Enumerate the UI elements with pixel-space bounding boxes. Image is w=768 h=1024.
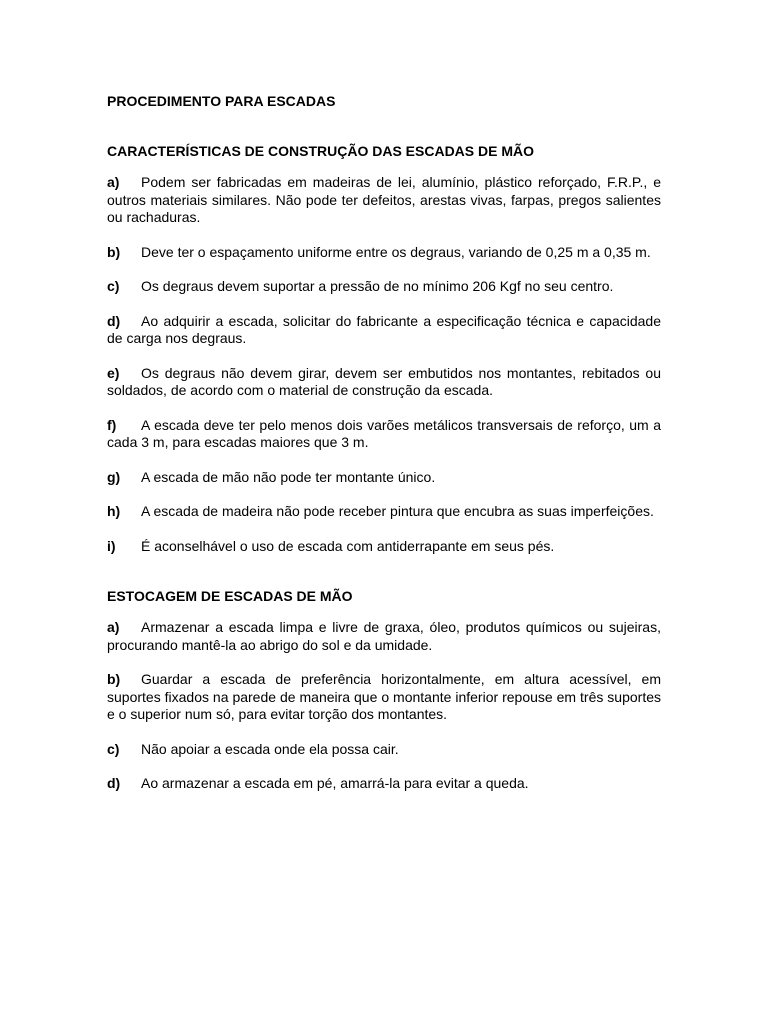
list-item	[107, 174, 661, 227]
item-text: Ao armazenar a escada em pé, amarrá-la para evitar a queda.	[141, 775, 529, 791]
item-text: Armazenar a escada limpa e livre de graxa, óleo, produtos químicos ou sujeiras, procurando mantê-la ao abrigo do sol e da umidade.	[107, 619, 661, 653]
list-item	[107, 313, 661, 348]
item-text: Deve ter o espaçamento uniforme entre os degraus, variando de 0,25 m a 0,35 m.	[141, 243, 651, 260]
list-item	[107, 775, 661, 793]
construction-list	[107, 174, 661, 555]
item-letter: c)	[107, 278, 120, 294]
item-letter: g)	[107, 468, 121, 485]
item-letter: i)	[107, 537, 116, 554]
list-item	[107, 538, 661, 556]
list-item	[107, 417, 661, 452]
list-item	[107, 365, 661, 400]
section-heading-construction: CARACTERÍSTICAS DE CONSTRUÇÃO DAS ESCADAS DE MÃO	[107, 143, 535, 159]
list-item	[107, 619, 661, 654]
item-text: Podem ser fabricadas em madeiras de lei, alumínio, plástico reforçado, F.R.P., e outros materiais similares. Não pode ter defeitos, arestas vivas, farpas, pregos salientes ou rachaduras.	[107, 174, 661, 225]
item-letter: e)	[107, 364, 120, 381]
item-text: A escada de madeira não pode receber pintura que encubra as suas imperfeições.	[141, 503, 654, 519]
list-item	[107, 469, 661, 487]
item-text: Guardar a escada de preferência horizontalmente, em altura acessível, em suportes fixados na parede de maneira que o montante inferior repouse em três suportes e o superior num só, para evitar torção dos montantes.	[107, 671, 661, 722]
item-letter: a)	[107, 619, 120, 635]
list-item	[107, 503, 661, 521]
list-item	[107, 244, 661, 262]
item-letter: b)	[107, 243, 121, 260]
item-letter: d)	[107, 312, 121, 329]
item-text: Os degraus devem suportar a pressão de no mínimo 206 Kgf no seu centro.	[141, 278, 614, 294]
item-text: A escada deve ter pelo menos dois varões metálicos transversais de reforço, um a cada 3 m, para escadas maiores que 3 m.	[107, 416, 661, 450]
storage-list	[107, 619, 661, 793]
page-title: PROCEDIMENTO PARA ESCADAS	[107, 93, 336, 109]
item-text: Não apoiar a escada onde ela possa cair.	[141, 740, 399, 757]
item-letter: c)	[107, 740, 120, 757]
item-text: É aconselhável o uso de escada com antiderrapante em seus pés.	[141, 537, 555, 554]
item-text: A escada de mão não pode ter montante único.	[141, 468, 436, 485]
list-item	[107, 741, 661, 759]
item-text: Os degraus não devem girar, devem ser embutidos nos montantes, rebitados ou soldados, de acordo com o material de construção da escada.	[107, 364, 661, 398]
list-item	[107, 278, 661, 296]
item-letter: h)	[107, 503, 121, 519]
item-letter: a)	[107, 174, 120, 190]
document-page	[107, 92, 661, 793]
list-item	[107, 671, 661, 724]
item-letter: b)	[107, 671, 121, 687]
item-letter: d)	[107, 775, 121, 791]
item-letter: f)	[107, 416, 117, 433]
section-heading-storage: ESTOCAGEM DE ESCADAS DE MÃO	[107, 588, 353, 604]
item-text: Ao adquirir a escada, solicitar do fabricante a especificação técnica e capacidade de carga nos degraus.	[107, 312, 661, 346]
